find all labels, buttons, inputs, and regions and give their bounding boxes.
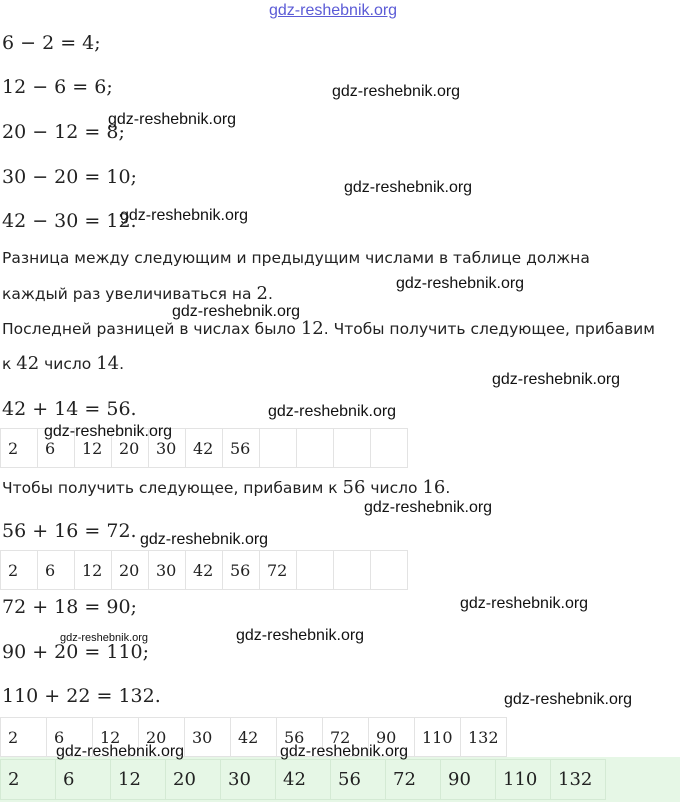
table-cell: 90 xyxy=(369,718,415,757)
equation-10: 110 + 22 = 132. xyxy=(2,685,161,707)
table-cell: 42 xyxy=(186,551,223,590)
table-cell: 20 xyxy=(139,718,185,757)
watermark: gdz-reshebnik.org xyxy=(332,83,461,100)
watermark-link[interactable]: gdz-reshebnik.org xyxy=(269,2,398,19)
table-cell xyxy=(371,551,408,590)
table-cell: 6 xyxy=(38,429,75,468)
explanation-line-1: Разница между следующим и предыдущим числами в таблице должна xyxy=(2,249,590,267)
table-cell: 20 xyxy=(166,760,221,800)
equation-9: 90 + 20 = 110; xyxy=(2,641,150,663)
table-cell: 6 xyxy=(38,551,75,590)
table-cell xyxy=(260,429,297,468)
table-cell: 72 xyxy=(323,718,369,757)
table-cell: 132 xyxy=(461,718,507,757)
table-cell xyxy=(297,551,334,590)
table-cell: 42 xyxy=(276,760,331,800)
table-cell: 110 xyxy=(415,718,461,757)
watermark: gdz-reshebnik.org xyxy=(120,207,249,224)
table-cell xyxy=(334,429,371,468)
equation-4: 30 − 20 = 10; xyxy=(2,166,137,188)
table-cell: 12 xyxy=(75,429,112,468)
explanation-line-2: каждый раз увеличиваться на 2. xyxy=(2,283,273,304)
table-cell: 72 xyxy=(260,551,297,590)
table-cell: 110 xyxy=(496,760,551,800)
table-cell: 132 xyxy=(551,760,606,800)
table-cell: 56 xyxy=(223,429,260,468)
equation-5: 42 − 30 = 12. xyxy=(2,210,137,232)
watermark: gdz-reshebnik.org xyxy=(140,531,269,548)
table-row xyxy=(1,760,606,800)
table-cell: 42 xyxy=(186,429,223,468)
table-cell: 2 xyxy=(1,760,56,800)
table-cell: 20 xyxy=(112,429,149,468)
watermark: gdz-reshebnik.org xyxy=(172,303,301,320)
watermark: gdz-reshebnik.org xyxy=(396,275,525,292)
equation-2: 12 − 6 = 6; xyxy=(2,76,113,98)
table-cell: 30 xyxy=(149,429,186,468)
table-cell: 12 xyxy=(111,760,166,800)
watermark: gdz-reshebnik.org xyxy=(108,111,237,128)
sequence-table-2 xyxy=(0,550,408,590)
equation-6: 42 + 14 = 56. xyxy=(2,398,137,420)
watermark: gdz-reshebnik.org xyxy=(492,371,621,388)
watermark: gdz-reshebnik.org xyxy=(44,423,173,440)
watermark: gdz-reshebnik.org xyxy=(504,691,633,708)
table-cell: 56 xyxy=(331,760,386,800)
watermark: gdz-reshebnik.org xyxy=(236,627,365,644)
table-cell: 30 xyxy=(221,760,276,800)
table-row xyxy=(1,551,408,590)
table-cell xyxy=(297,429,334,468)
equation-3: 20 − 12 = 8; xyxy=(2,121,125,143)
table-cell: 56 xyxy=(223,551,260,590)
table-cell: 2 xyxy=(1,429,38,468)
table-cell: 56 xyxy=(277,718,323,757)
watermark: gdz-reshebnik.org xyxy=(364,499,493,516)
table-cell: 72 xyxy=(386,760,441,800)
watermark: gdz-reshebnik.org xyxy=(60,632,149,644)
watermark: gdz-reshebnik.org xyxy=(344,179,473,196)
table-cell: 90 xyxy=(441,760,496,800)
table-cell xyxy=(371,429,408,468)
table-cell: 30 xyxy=(149,551,186,590)
table-cell: 12 xyxy=(93,718,139,757)
table-cell: 42 xyxy=(231,718,277,757)
watermark: gdz-reshebnik.org xyxy=(460,595,589,612)
table-cell xyxy=(334,551,371,590)
answer-table xyxy=(0,759,606,800)
equation-7: 56 + 16 = 72. xyxy=(2,520,137,542)
watermark: gdz-reshebnik.org xyxy=(56,743,185,760)
table-cell: 2 xyxy=(1,551,38,590)
equation-1: 6 − 2 = 4; xyxy=(2,32,101,54)
table-cell: 6 xyxy=(47,718,93,757)
watermark: gdz-reshebnik.org xyxy=(268,403,397,420)
explanation-line-4: к 42 число 14. xyxy=(2,353,125,374)
explanation-line-3: Последней разницей в числах было 12. Чтобы получить следующее, прибавим xyxy=(2,318,655,339)
watermark: gdz-reshebnik.org xyxy=(280,743,409,760)
explanation-line-5: Чтобы получить следующее, прибавим к 56 число 16. xyxy=(2,477,451,498)
table-cell: 12 xyxy=(75,551,112,590)
table-cell: 2 xyxy=(1,718,47,757)
table-cell: 20 xyxy=(112,551,149,590)
table-cell: 6 xyxy=(56,760,111,800)
table-cell: 30 xyxy=(185,718,231,757)
equation-8: 72 + 18 = 90; xyxy=(2,596,137,618)
